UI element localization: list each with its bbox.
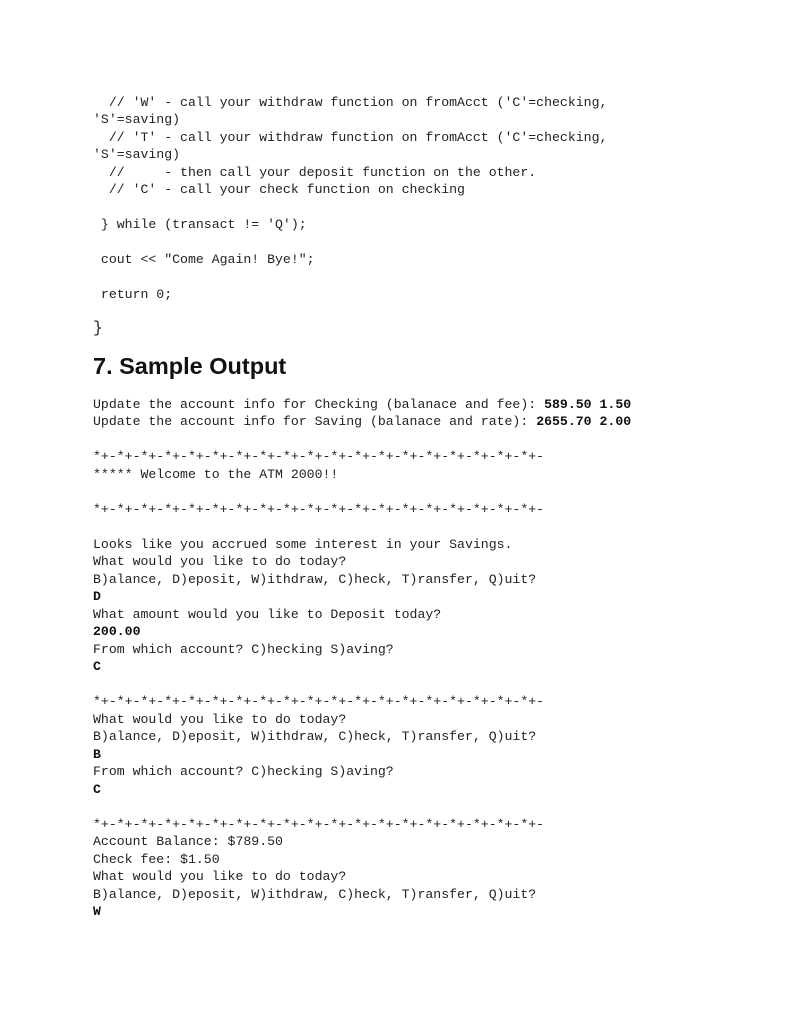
code-line: // 'T' - call your withdraw function on fromAcct ('C'=checking, (93, 130, 608, 145)
update-checking-prompt: Update the account info for Checking (balanace and fee): (93, 397, 545, 412)
update-saving-prompt: Update the account info for Saving (balanace and rate): (93, 414, 537, 429)
what-today-prompt: What would you like to do today? (93, 869, 347, 884)
separator-line: *+-*+-*+-*+-*+-*+-*+-*+-*+-*+-*+-*+-*+-*+-*+-*+-*+-*+-*+- (93, 694, 545, 709)
menu-options: B)alance, D)eposit, W)ithdraw, C)heck, T)ransfer, Q)uit? (93, 887, 537, 902)
code-line: } while (transact != 'Q'); (93, 217, 307, 232)
code-line: cout << "Come Again! Bye!"; (93, 252, 315, 267)
which-account-prompt: From which account? C)hecking S)aving? (93, 642, 394, 657)
what-today-prompt: What would you like to do today? (93, 712, 347, 727)
menu-options: B)alance, D)eposit, W)ithdraw, C)heck, T)ransfer, Q)uit? (93, 729, 537, 744)
code-line: // 'C' - call your check function on checking (93, 182, 465, 197)
update-saving-input: 2655.70 2.00 (536, 414, 632, 429)
output-line-update-checking (93, 396, 631, 414)
menu-options: B)alance, D)eposit, W)ithdraw, C)heck, T)ransfer, Q)uit? (93, 572, 537, 587)
account-balance: Account Balance: $789.50 (93, 834, 283, 849)
deposit-prompt: What amount would you like to Deposit today? (93, 607, 442, 622)
which-account-prompt: From which account? C)hecking S)aving? (93, 764, 394, 779)
separator-line: *+-*+-*+-*+-*+-*+-*+-*+-*+-*+-*+-*+-*+-*+-*+-*+-*+-*+-*+- (93, 449, 545, 464)
output-line-update-saving (93, 413, 631, 431)
code-line: 'S'=saving) (93, 112, 181, 127)
user-input: 200.00 (93, 624, 141, 639)
user-input: B (93, 747, 101, 762)
code-line: // 'W' - call your withdraw function on fromAcct ('C'=checking, (93, 95, 608, 110)
check-fee: Check fee: $1.50 (93, 852, 220, 867)
welcome-line: ***** Welcome to the ATM 2000!! (93, 467, 339, 482)
separator-line: *+-*+-*+-*+-*+-*+-*+-*+-*+-*+-*+-*+-*+-*+-*+-*+-*+-*+-*+- (93, 817, 545, 832)
code-line: 'S'=saving) (93, 147, 181, 162)
user-input: W (93, 904, 101, 919)
interest-message: Looks like you accrued some interest in your Savings. (93, 537, 513, 552)
section-heading: 7. Sample Output (93, 353, 287, 379)
update-checking-input: 589.50 1.50 (544, 397, 632, 412)
user-input: C (93, 659, 101, 674)
what-today-prompt: What would you like to do today? (93, 554, 347, 569)
user-input: C (93, 782, 101, 797)
closing-brace: } (93, 319, 103, 337)
code-line: return 0; (93, 287, 173, 302)
code-line: // - then call your deposit function on the other. (93, 165, 537, 180)
user-input: D (93, 589, 101, 604)
separator-line: *+-*+-*+-*+-*+-*+-*+-*+-*+-*+-*+-*+-*+-*+-*+-*+-*+-*+-*+- (93, 502, 545, 517)
